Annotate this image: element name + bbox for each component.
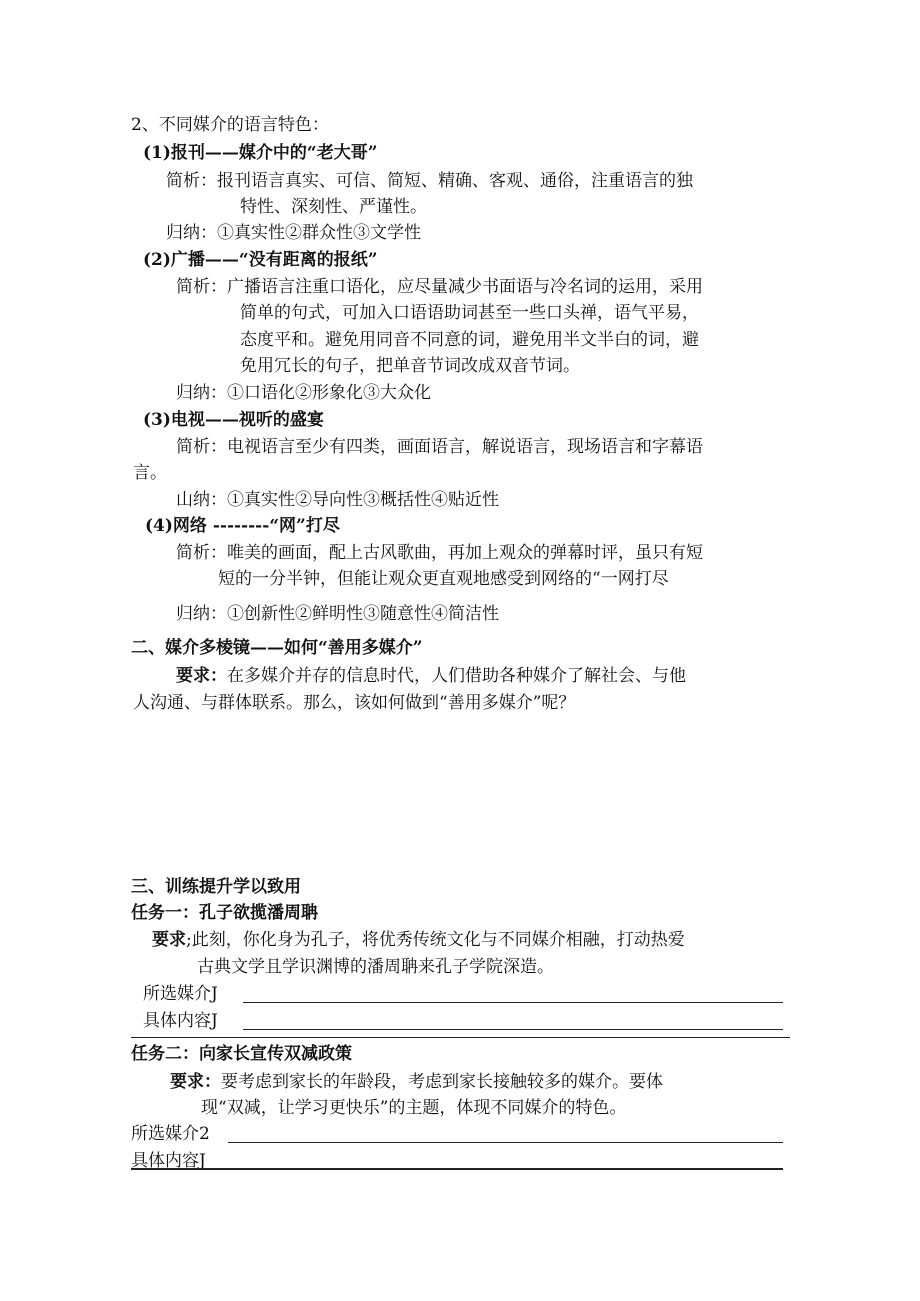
tv-summary: 山纳：①真实性②导向性③概括性④贴近性 bbox=[176, 490, 499, 510]
newspaper-analysis-cont: 特性、深刻性、严谨性。 bbox=[240, 197, 427, 217]
divider bbox=[131, 1037, 790, 1038]
radio-summary: 归纳：①口语化②形象化③大众化 bbox=[176, 383, 431, 403]
internet-analysis-cont: 短的一分半钟，但能让观众更直观地感受到网络的“一网打尽 bbox=[218, 569, 669, 589]
requirement-text: 在多媒介并存的信息时代，人们借助各种媒介了解社会、与他 bbox=[227, 666, 686, 686]
task2-content-label: 具体内容J bbox=[131, 1151, 206, 1171]
task2-requirement bbox=[170, 1071, 663, 1093]
task1-media-field[interactable] bbox=[243, 1002, 783, 1003]
newspaper-analysis: 简析：报刊语言真实、可信、简短、精确、客观、通俗，注重语言的独 bbox=[166, 171, 693, 191]
task2-content-field[interactable] bbox=[131, 1168, 783, 1170]
internet-analysis: 简析：唯美的画面，配上古风歌曲，再加上观众的弹幕时评，虽只有短 bbox=[176, 543, 703, 563]
task2-media-field[interactable] bbox=[228, 1142, 783, 1143]
tv-analysis: 简析：电视语言至少有四类，画面语言，解说语言，现场语言和字幕语 bbox=[176, 437, 703, 457]
task1-media-label: 所选媒介J bbox=[143, 984, 218, 1004]
radio-analysis-cont-2: 态度平和。避免用同音不同意的词，避免用半文半白的词，避 bbox=[240, 330, 699, 350]
section-heading: 2、不同媒介的语言特色： bbox=[131, 115, 329, 135]
task1-requirement-cont: 古典文学且学识渊博的潘周聃来孔子学院深造。 bbox=[197, 957, 554, 977]
part2-requirement-cont: 人沟通、与群体联系。那么，该如何做到“善用多媒介”呢？ bbox=[133, 693, 576, 713]
task2-requirement-cont: 现“双减，让学习更快乐”的主题，体现不同媒介的特色。 bbox=[201, 1098, 627, 1118]
task1-content-label: 具体内容J bbox=[143, 1011, 218, 1031]
tv-title: (3)电视——视听的盛宴 bbox=[143, 410, 324, 430]
newspaper-summary: 归纳：①真实性②群众性③文学性 bbox=[166, 223, 421, 243]
requirement-text: 要考虑到家长的年龄段，考虑到家长接触较多的媒介。要体 bbox=[221, 1072, 663, 1092]
task1-title: 任务一：孔子欲揽潘周聃 bbox=[131, 903, 318, 923]
part2-heading: 二、媒介多棱镜——如何“善用多媒介” bbox=[131, 638, 423, 658]
task2-media-label: 所选媒介2 bbox=[131, 1124, 210, 1144]
task2-title: 任务二：向家长宣传双减政策 bbox=[131, 1044, 352, 1064]
internet-summary: 归纳：①创新性②鲜明性③随意性④简洁性 bbox=[176, 604, 499, 624]
radio-title: (2)广播——“没有距离的报纸” bbox=[143, 250, 378, 270]
newspaper-title: (1)报刊——媒介中的“老大哥” bbox=[143, 143, 378, 163]
internet-title: (4)网络 --------“网”打尽 bbox=[145, 516, 340, 536]
radio-analysis-cont-1: 简单的句式，可加入口语语助词甚至一些口头禅，语气平易， bbox=[240, 303, 699, 323]
requirement-label: 要求： bbox=[170, 1072, 221, 1092]
requirement-label: 要求： bbox=[176, 666, 227, 686]
requirement-label: 要求 bbox=[152, 930, 186, 950]
part2-requirement bbox=[176, 665, 686, 687]
radio-analysis: 简析：广播语言注重口语化，应尽量减少书面语与冷名词的运用，采用 bbox=[176, 277, 703, 297]
task1-content-field[interactable] bbox=[243, 1029, 783, 1030]
part3-heading: 三、训练提升学以致用 bbox=[131, 877, 301, 897]
task1-requirement bbox=[152, 929, 685, 951]
tv-analysis-cont: 言。 bbox=[133, 463, 167, 483]
radio-analysis-cont-3: 免用冗长的句子，把单音节词改成双音节词。 bbox=[240, 356, 580, 376]
requirement-text: ;此刻，你化身为孔子，将优秀传统文化与不同媒介相融，打动热爱 bbox=[186, 930, 685, 950]
